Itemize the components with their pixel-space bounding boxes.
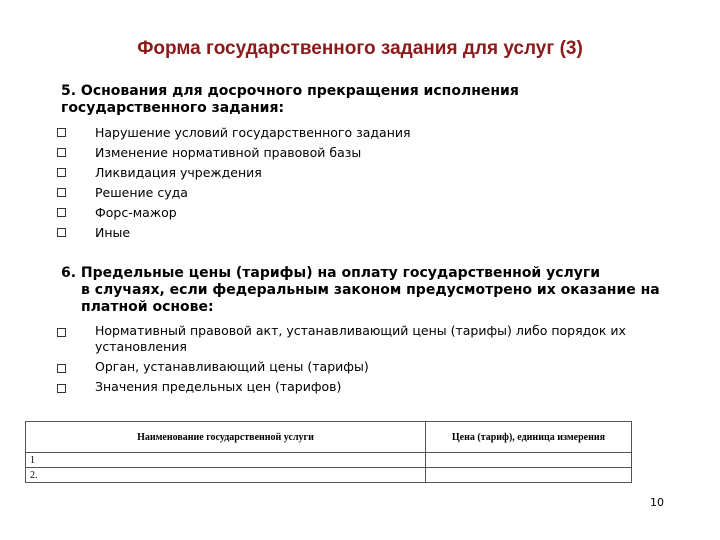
- column-header-price: Цена (тариф), единица измерения: [425, 422, 631, 453]
- section-5-list: [57, 123, 657, 243]
- list-item: Значения предельных цен (тарифов): [57, 379, 677, 395]
- checkbox-bullet-icon: [57, 384, 66, 393]
- table-cell: 2.: [26, 468, 426, 483]
- checkbox-bullet-icon: [57, 228, 66, 237]
- section-6-list: [57, 323, 677, 399]
- checkbox-bullet-icon: [57, 328, 66, 337]
- table-cell: [425, 453, 631, 468]
- list-item: Форс-мажор: [57, 203, 657, 223]
- list-item: Нарушение условий государственного задания: [57, 123, 657, 143]
- checkbox-bullet-icon: [57, 168, 66, 177]
- checkbox-bullet-icon: [57, 188, 66, 197]
- checkbox-bullet-icon: [57, 364, 66, 373]
- section-5-heading: 5. Основания для досрочного прекращения исполнения государственного задания:: [61, 83, 519, 116]
- section-6-heading-continuation: в случаях, если федеральным законом предусмотрено их оказание на платной основе:: [81, 282, 660, 315]
- list-item: Иные: [57, 223, 657, 243]
- list-item: Нормативный правовой акт, устанавливающий цены (тарифы) либо порядок их установления: [57, 323, 677, 355]
- page-number: 10: [650, 496, 664, 509]
- table-cell: 1: [26, 453, 426, 468]
- section-6-heading: [61, 265, 691, 316]
- list-item: Решение суда: [57, 183, 657, 203]
- table-row: [26, 453, 632, 468]
- slide-title: Форма государственного задания для услуг (3): [137, 38, 583, 59]
- table-row: [26, 468, 632, 483]
- checkbox-bullet-icon: [57, 128, 66, 137]
- service-price-table: [25, 421, 632, 483]
- table-cell: [425, 468, 631, 483]
- checkbox-bullet-icon: [57, 148, 66, 157]
- list-item: Орган, устанавливающий цены (тарифы): [57, 359, 677, 375]
- table-header-row: [26, 422, 632, 453]
- list-item: Ликвидация учреждения: [57, 163, 657, 183]
- column-header-service-name: Наименование государственной услуги: [26, 422, 426, 453]
- list-item: Изменение нормативной правовой базы: [57, 143, 657, 163]
- checkbox-bullet-icon: [57, 208, 66, 217]
- section-6-heading-line1: 6. Предельные цены (тарифы) на оплату государственной услуги: [61, 265, 601, 281]
